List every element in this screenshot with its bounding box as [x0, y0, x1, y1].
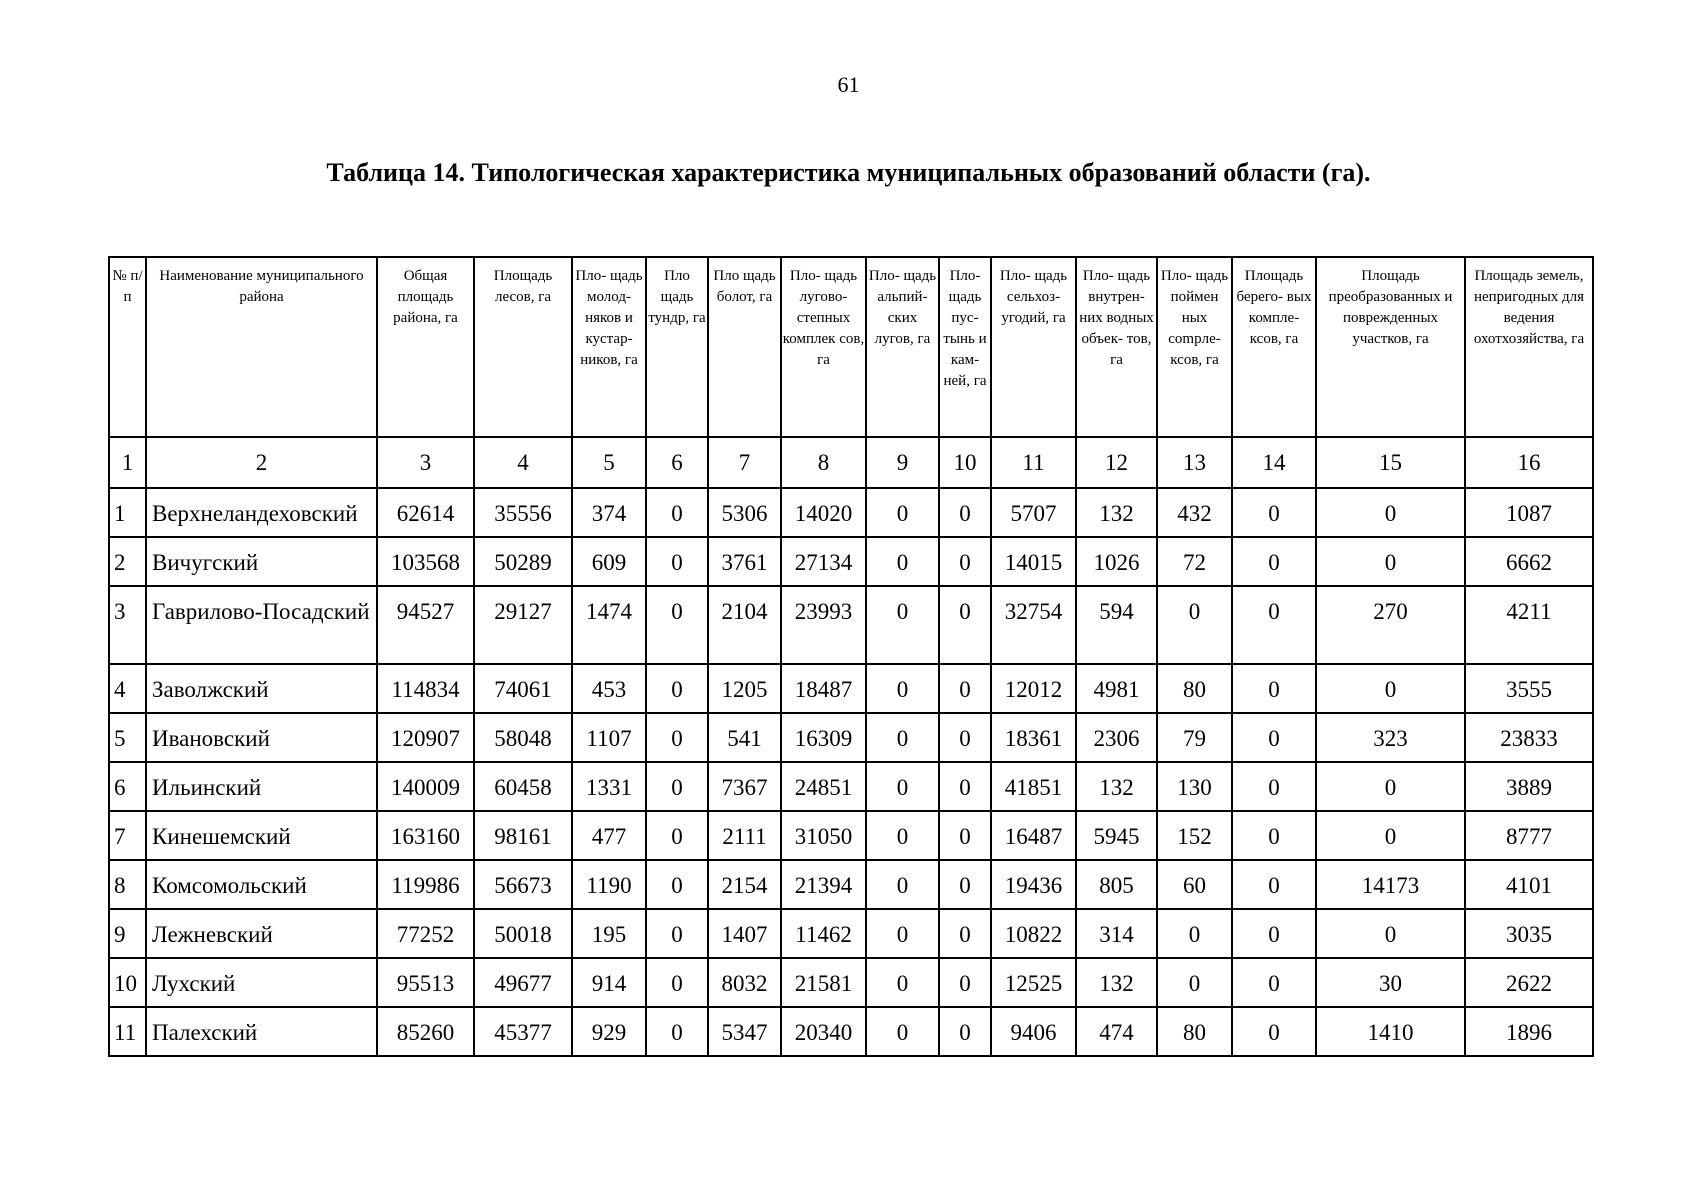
district-name-cell: Вичугский [146, 537, 377, 586]
value-cell: 62614 [377, 488, 474, 537]
column-header: № п/п [109, 257, 146, 437]
row-index-cell: 3 [109, 586, 146, 664]
value-cell: 14020 [781, 488, 866, 537]
row-index-cell: 5 [109, 713, 146, 762]
column-header: Пло- щадь молод- няков и кустар- ников, га [572, 257, 646, 437]
value-cell: 0 [939, 488, 991, 537]
value-cell: 24851 [781, 762, 866, 811]
column-header: Пло- щадь поймен ных compле- ксов, га [1157, 257, 1232, 437]
column-number-cell: 7 [708, 437, 781, 488]
value-cell: 594 [1076, 586, 1157, 664]
value-cell: 8777 [1465, 811, 1593, 860]
table-row [109, 762, 1593, 811]
value-cell: 0 [1232, 811, 1316, 860]
value-cell: 16309 [781, 713, 866, 762]
value-cell: 0 [1232, 586, 1316, 664]
value-cell: 50289 [474, 537, 572, 586]
value-cell: 0 [866, 713, 939, 762]
column-number-cell: 11 [991, 437, 1076, 488]
value-cell: 12525 [991, 958, 1076, 1007]
value-cell: 6662 [1465, 537, 1593, 586]
value-cell: 18487 [781, 664, 866, 713]
page-number: 61 [837, 72, 860, 97]
value-cell: 103568 [377, 537, 474, 586]
district-name-cell: Ивановский [146, 713, 377, 762]
value-cell: 8032 [708, 958, 781, 1007]
value-cell: 0 [939, 762, 991, 811]
value-cell: 1896 [1465, 1007, 1593, 1056]
column-header: Площадь берего- вых компле- ксов, га [1232, 257, 1316, 437]
value-cell: 27134 [781, 537, 866, 586]
value-cell: 0 [1232, 860, 1316, 909]
value-cell: 0 [1232, 713, 1316, 762]
row-index-cell: 1 [109, 488, 146, 537]
value-cell: 1331 [572, 762, 646, 811]
value-cell: 30 [1316, 958, 1465, 1007]
value-cell: 314 [1076, 909, 1157, 958]
value-cell: 16487 [991, 811, 1076, 860]
row-index-cell: 4 [109, 664, 146, 713]
table-row [109, 811, 1593, 860]
value-cell: 5306 [708, 488, 781, 537]
value-cell: 0 [939, 1007, 991, 1056]
value-cell: 0 [866, 664, 939, 713]
value-cell: 0 [1316, 811, 1465, 860]
value-cell: 132 [1076, 958, 1157, 1007]
value-cell: 5945 [1076, 811, 1157, 860]
value-cell: 3555 [1465, 664, 1593, 713]
value-cell: 79 [1157, 713, 1232, 762]
value-cell: 0 [939, 664, 991, 713]
value-cell: 12012 [991, 664, 1076, 713]
value-cell: 0 [1157, 958, 1232, 1007]
district-name-cell: Ильинский [146, 762, 377, 811]
table-row [109, 1007, 1593, 1056]
value-cell: 1407 [708, 909, 781, 958]
value-cell: 1410 [1316, 1007, 1465, 1056]
value-cell: 0 [939, 958, 991, 1007]
value-cell: 0 [1232, 909, 1316, 958]
value-cell: 152 [1157, 811, 1232, 860]
district-name-cell: Лежневский [146, 909, 377, 958]
table-row [109, 860, 1593, 909]
value-cell: 163160 [377, 811, 474, 860]
value-cell: 80 [1157, 1007, 1232, 1056]
column-number-cell: 5 [572, 437, 646, 488]
value-cell: 18361 [991, 713, 1076, 762]
column-header: Пло- щадь лугово- степных комплек сов, га [781, 257, 866, 437]
column-number-cell: 9 [866, 437, 939, 488]
table-row [109, 537, 1593, 586]
value-cell: 4981 [1076, 664, 1157, 713]
value-cell: 0 [646, 958, 708, 1007]
value-cell: 0 [866, 860, 939, 909]
value-cell: 19436 [991, 860, 1076, 909]
district-name-cell: Гаврилово-Посадский [146, 586, 377, 664]
value-cell: 0 [866, 586, 939, 664]
value-cell: 10822 [991, 909, 1076, 958]
table-row [109, 586, 1593, 664]
value-cell: 3035 [1465, 909, 1593, 958]
value-cell: 0 [939, 713, 991, 762]
value-cell: 5347 [708, 1007, 781, 1056]
district-name-cell: Кинешемский [146, 811, 377, 860]
row-index-cell: 6 [109, 762, 146, 811]
column-number-cell: 6 [646, 437, 708, 488]
value-cell: 23833 [1465, 713, 1593, 762]
value-cell: 1474 [572, 586, 646, 664]
value-cell: 140009 [377, 762, 474, 811]
value-cell: 0 [1232, 1007, 1316, 1056]
data-table [108, 256, 1594, 1057]
value-cell: 114834 [377, 664, 474, 713]
value-cell: 31050 [781, 811, 866, 860]
value-cell: 4211 [1465, 586, 1593, 664]
column-header: Пло- щадь сельхоз- угодий, га [991, 257, 1076, 437]
value-cell: 95513 [377, 958, 474, 1007]
value-cell: 132 [1076, 488, 1157, 537]
value-cell: 609 [572, 537, 646, 586]
value-cell: 0 [866, 811, 939, 860]
value-cell: 0 [646, 1007, 708, 1056]
value-cell: 0 [939, 586, 991, 664]
value-cell: 49677 [474, 958, 572, 1007]
value-cell: 3761 [708, 537, 781, 586]
value-cell: 474 [1076, 1007, 1157, 1056]
value-cell: 0 [1232, 537, 1316, 586]
value-cell: 0 [646, 713, 708, 762]
value-cell: 0 [1232, 762, 1316, 811]
value-cell: 914 [572, 958, 646, 1007]
value-cell: 0 [939, 537, 991, 586]
value-cell: 374 [572, 488, 646, 537]
value-cell: 0 [1316, 488, 1465, 537]
table-row [109, 909, 1593, 958]
value-cell: 0 [1157, 586, 1232, 664]
value-cell: 0 [646, 586, 708, 664]
value-cell: 11462 [781, 909, 866, 958]
value-cell: 1205 [708, 664, 781, 713]
value-cell: 805 [1076, 860, 1157, 909]
value-cell: 0 [866, 958, 939, 1007]
row-index-cell: 7 [109, 811, 146, 860]
value-cell: 0 [1232, 664, 1316, 713]
column-header: Пло щадь болот, га [708, 257, 781, 437]
column-number-cell: 3 [377, 437, 474, 488]
column-header: Общая площадь района, га [377, 257, 474, 437]
row-index-cell: 9 [109, 909, 146, 958]
table-title: Таблица 14. Типологическая характеристика муниципальных образований области (га). [326, 158, 1371, 187]
value-cell: 80 [1157, 664, 1232, 713]
value-cell: 2111 [708, 811, 781, 860]
value-cell: 0 [1232, 488, 1316, 537]
value-cell: 29127 [474, 586, 572, 664]
value-cell: 14015 [991, 537, 1076, 586]
value-cell: 60 [1157, 860, 1232, 909]
value-cell: 929 [572, 1007, 646, 1056]
column-number-cell: 12 [1076, 437, 1157, 488]
table-row [109, 713, 1593, 762]
value-cell: 0 [1316, 537, 1465, 586]
value-cell: 0 [1232, 958, 1316, 1007]
value-cell: 94527 [377, 586, 474, 664]
value-cell: 0 [866, 762, 939, 811]
column-number-cell: 8 [781, 437, 866, 488]
value-cell: 41851 [991, 762, 1076, 811]
value-cell: 98161 [474, 811, 572, 860]
column-header: Наименование муниципального района [146, 257, 377, 437]
value-cell: 0 [646, 762, 708, 811]
value-cell: 60458 [474, 762, 572, 811]
column-number-cell: 1 [109, 437, 146, 488]
value-cell: 0 [1316, 909, 1465, 958]
value-cell: 0 [646, 860, 708, 909]
district-name-cell: Верхнеландеховский [146, 488, 377, 537]
value-cell: 130 [1157, 762, 1232, 811]
column-number-row [109, 437, 1593, 488]
value-cell: 0 [866, 488, 939, 537]
district-name-cell: Заволжский [146, 664, 377, 713]
column-number-cell: 4 [474, 437, 572, 488]
row-index-cell: 10 [109, 958, 146, 1007]
value-cell: 1190 [572, 860, 646, 909]
column-number-cell: 10 [939, 437, 991, 488]
value-cell: 23993 [781, 586, 866, 664]
value-cell: 132 [1076, 762, 1157, 811]
value-cell: 119986 [377, 860, 474, 909]
table-row [109, 958, 1593, 1007]
value-cell: 85260 [377, 1007, 474, 1056]
column-number-cell: 2 [146, 437, 377, 488]
value-cell: 195 [572, 909, 646, 958]
value-cell: 0 [646, 488, 708, 537]
value-cell: 0 [939, 909, 991, 958]
district-name-cell: Лухский [146, 958, 377, 1007]
value-cell: 541 [708, 713, 781, 762]
value-cell: 0 [1157, 909, 1232, 958]
value-cell: 77252 [377, 909, 474, 958]
value-cell: 2154 [708, 860, 781, 909]
value-cell: 2104 [708, 586, 781, 664]
value-cell: 0 [1316, 664, 1465, 713]
district-name-cell: Комсомольский [146, 860, 377, 909]
value-cell: 0 [866, 909, 939, 958]
value-cell: 35556 [474, 488, 572, 537]
column-header: Пло- щадь альпий- ских лугов, га [866, 257, 939, 437]
value-cell: 21394 [781, 860, 866, 909]
value-cell: 323 [1316, 713, 1465, 762]
value-cell: 0 [646, 664, 708, 713]
value-cell: 20340 [781, 1007, 866, 1056]
table-row [109, 664, 1593, 713]
table-row [109, 488, 1593, 537]
row-index-cell: 8 [109, 860, 146, 909]
value-cell: 1087 [1465, 488, 1593, 537]
column-header: Пло щадь тундр, га [646, 257, 708, 437]
value-cell: 0 [646, 909, 708, 958]
value-cell: 1026 [1076, 537, 1157, 586]
column-header: Площадь преобразованных и поврежденных участков, га [1316, 257, 1465, 437]
value-cell: 0 [939, 811, 991, 860]
value-cell: 0 [646, 537, 708, 586]
value-cell: 56673 [474, 860, 572, 909]
column-header: Площадь земель, непригодных для ведения охотхозяйства, га [1465, 257, 1593, 437]
column-number-cell: 16 [1465, 437, 1593, 488]
value-cell: 453 [572, 664, 646, 713]
column-header: Площадь лесов, га [474, 257, 572, 437]
value-cell: 21581 [781, 958, 866, 1007]
value-cell: 0 [866, 1007, 939, 1056]
value-cell: 3889 [1465, 762, 1593, 811]
value-cell: 270 [1316, 586, 1465, 664]
value-cell: 5707 [991, 488, 1076, 537]
row-index-cell: 2 [109, 537, 146, 586]
column-number-cell: 13 [1157, 437, 1232, 488]
value-cell: 50018 [474, 909, 572, 958]
district-name-cell: Палехский [146, 1007, 377, 1056]
value-cell: 74061 [474, 664, 572, 713]
column-number-cell: 15 [1316, 437, 1465, 488]
value-cell: 120907 [377, 713, 474, 762]
value-cell: 58048 [474, 713, 572, 762]
row-index-cell: 11 [109, 1007, 146, 1056]
value-cell: 432 [1157, 488, 1232, 537]
value-cell: 45377 [474, 1007, 572, 1056]
value-cell: 0 [646, 811, 708, 860]
value-cell: 2306 [1076, 713, 1157, 762]
value-cell: 0 [939, 860, 991, 909]
value-cell: 32754 [991, 586, 1076, 664]
column-header: Пло- щадь внутрен- них водных объек- тов, га [1076, 257, 1157, 437]
column-header: Пло- щадь пус- тынь и кам- ней, га [939, 257, 991, 437]
value-cell: 4101 [1465, 860, 1593, 909]
value-cell: 9406 [991, 1007, 1076, 1056]
value-cell: 72 [1157, 537, 1232, 586]
value-cell: 0 [866, 537, 939, 586]
value-cell: 7367 [708, 762, 781, 811]
value-cell: 477 [572, 811, 646, 860]
column-number-cell: 14 [1232, 437, 1316, 488]
value-cell: 0 [1316, 762, 1465, 811]
value-cell: 2622 [1465, 958, 1593, 1007]
header-row [109, 257, 1593, 437]
value-cell: 1107 [572, 713, 646, 762]
value-cell: 14173 [1316, 860, 1465, 909]
